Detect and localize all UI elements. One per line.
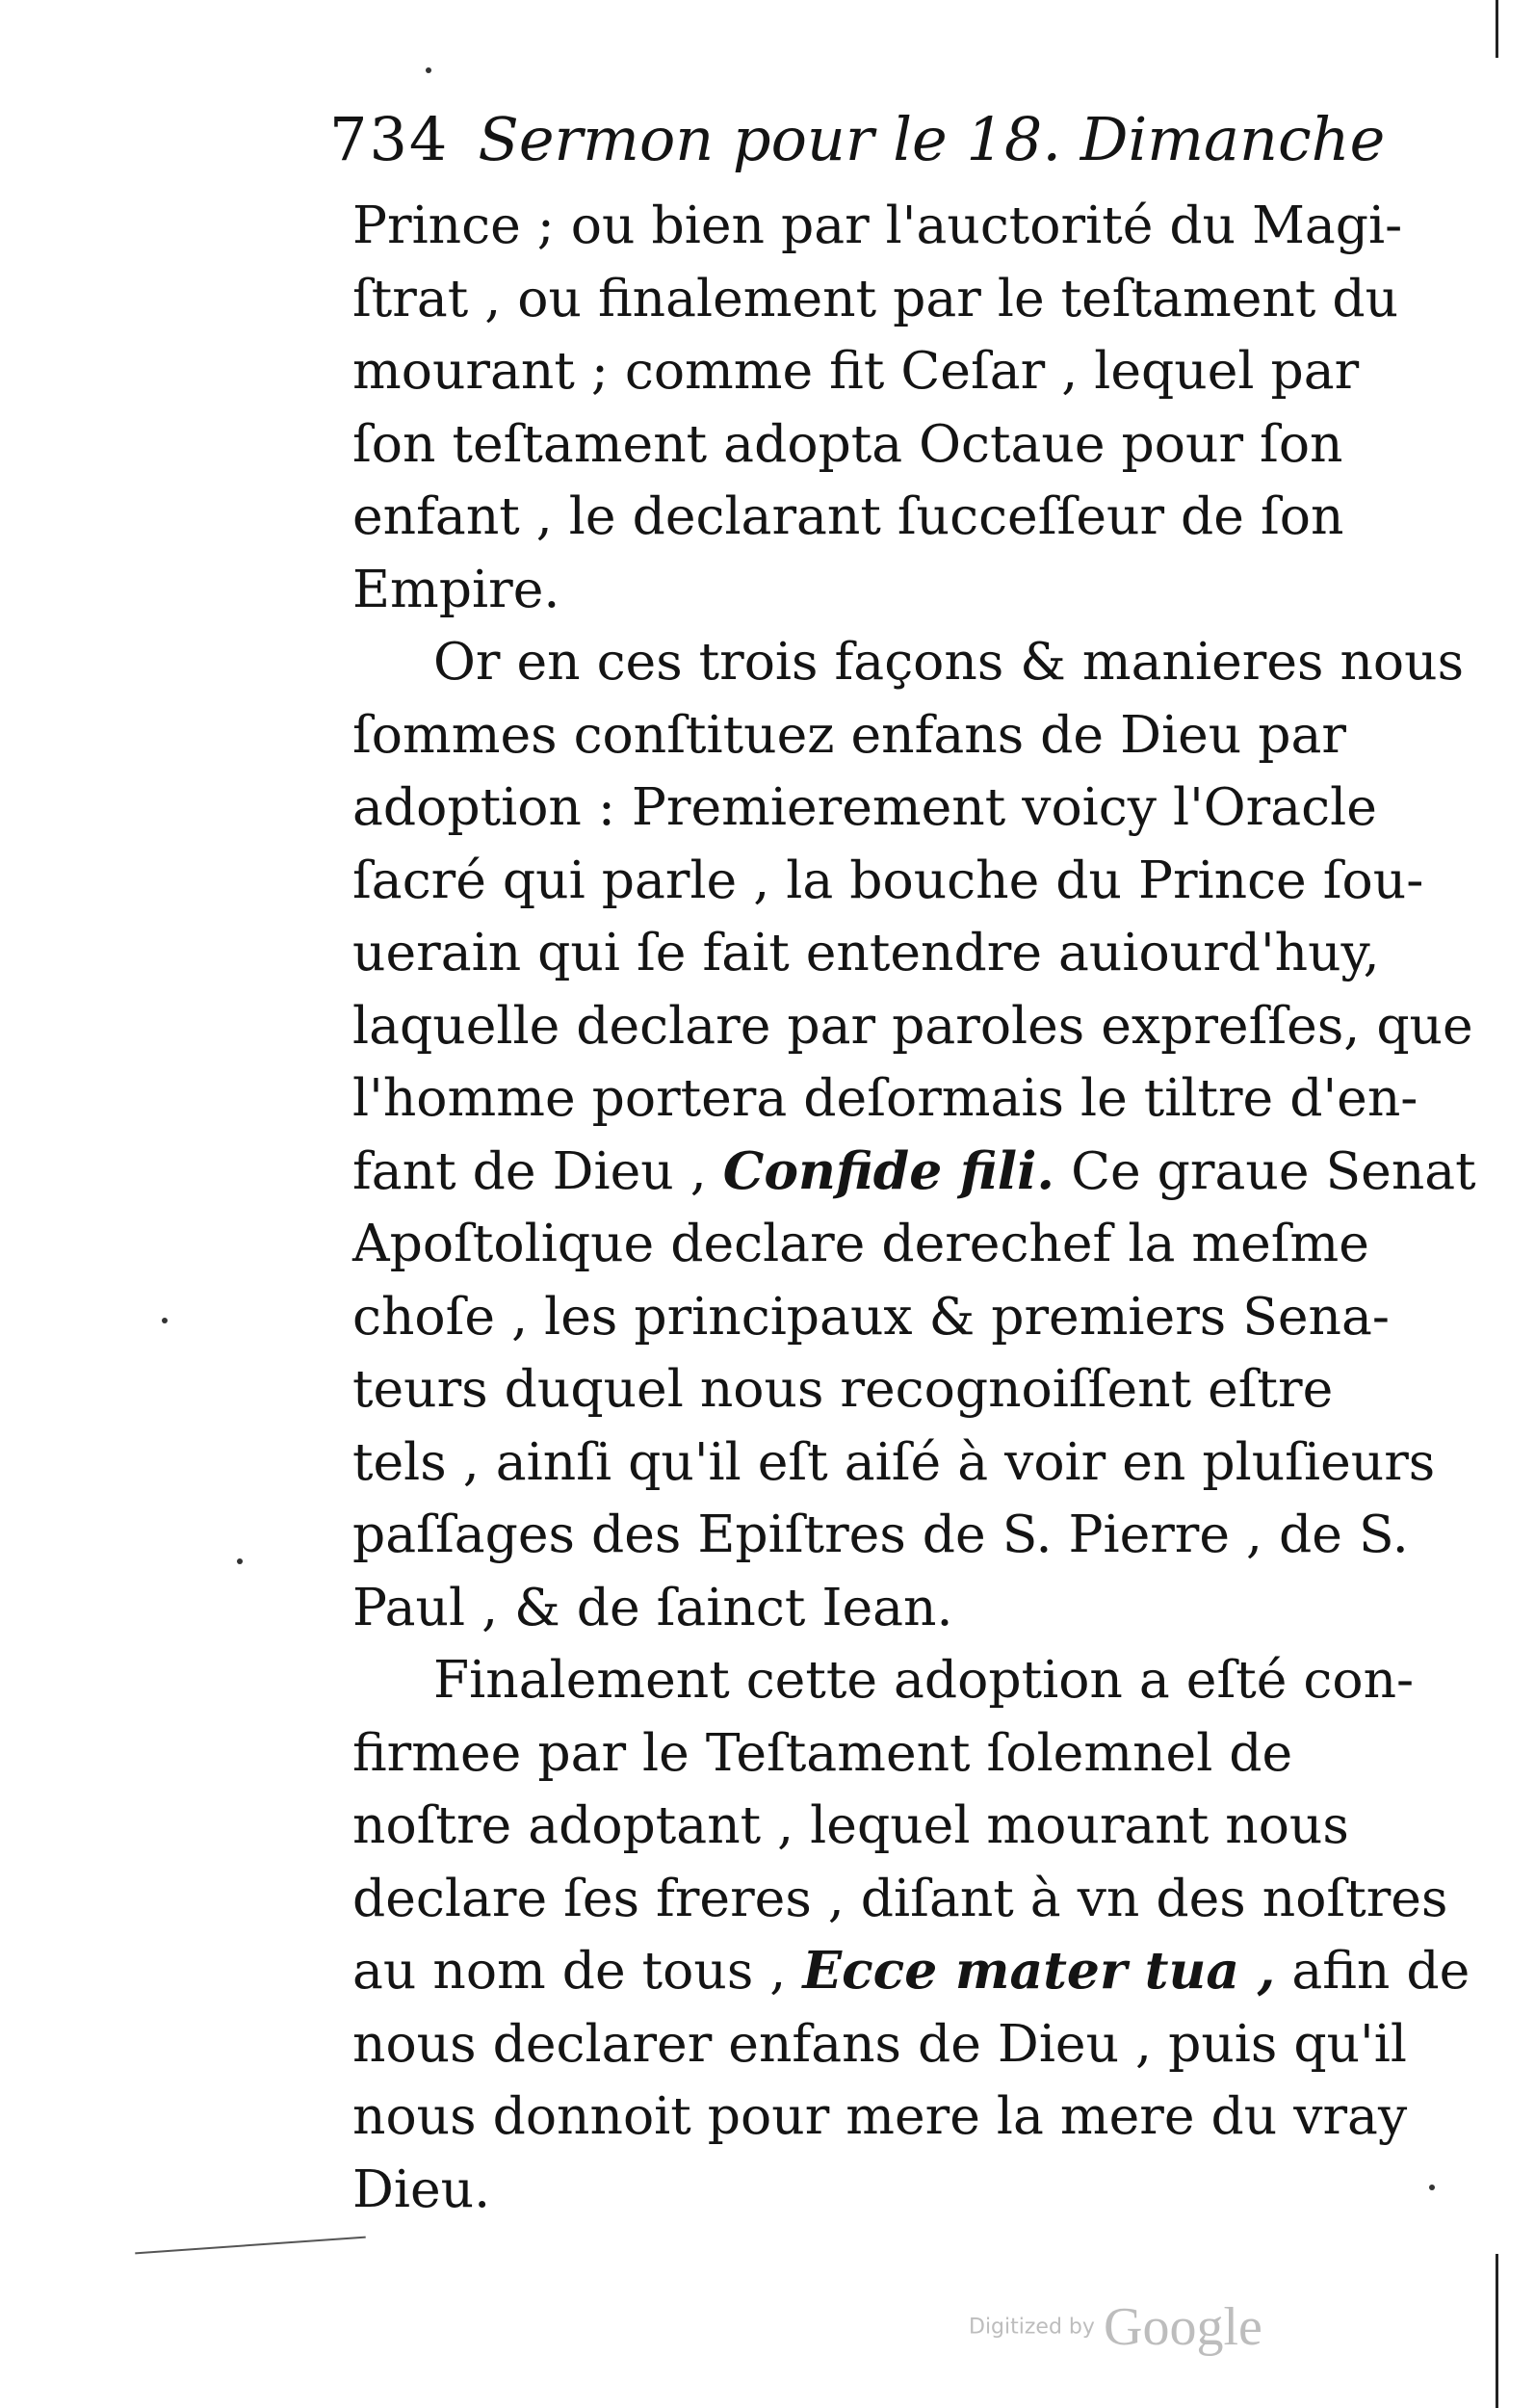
latin-quote-ecce-mater-tua: Ecce mater tua ,	[802, 1940, 1276, 2001]
text-line: Paul , & de ſainct Iean.	[352, 1576, 953, 1637]
text-line: firmee par le Teſtament ſolemnel de	[352, 1721, 1293, 1783]
text-line: ſacré qui parle , la bouche du Prince ſou-	[352, 849, 1424, 910]
text-line: uerain qui ſe fait entendre auiourd'huy,	[352, 922, 1380, 982]
text-line: tels , ainſi qu'il eſt aiſé à voir en pluſieurs	[352, 1430, 1436, 1492]
text-line: Dieu.	[352, 2158, 491, 2219]
ink-speck	[237, 1558, 243, 1564]
text-line-with-latin-quote	[352, 1135, 1476, 1208]
page-edge-line-top	[1496, 0, 1498, 58]
text-line: paſſages des Epiſtres de S. Pierre , de S.	[352, 1504, 1409, 1564]
ink-speck	[1429, 2185, 1435, 2190]
text-segment: afin de	[1291, 1940, 1470, 2001]
body-text	[352, 189, 1476, 2225]
text-line: Apoſtolique declare derechef la meſme	[352, 1213, 1369, 1273]
text-line: Empire.	[352, 558, 560, 619]
text-line: noſtre adoptant , lequel mourant nous	[352, 1794, 1349, 1855]
text-line: laquelle declare par paroles expreſſes, que	[352, 994, 1473, 1056]
text-line: ſon teſtament adopta Octaue pour ſon	[352, 412, 1343, 474]
latin-quote-confide-fili: Confide fili.	[722, 1139, 1055, 1201]
text-line: enfant , le declarant ſucceſſeur de ſon	[352, 485, 1344, 546]
digitized-by-google-watermark	[969, 2296, 1262, 2358]
text-line: Prince ; ou bien par l'auctorité du Magi-	[352, 195, 1403, 255]
text-line: choſe , les principaux & premiers Sena-	[352, 1285, 1390, 1347]
text-line: mourant ; comme fit Ceſar , lequel par	[352, 340, 1360, 401]
paragraph-start-line: Or en ces trois façons & manieres nous	[433, 631, 1465, 692]
watermark-digitized-text: Digitized by	[969, 2315, 1095, 2340]
text-segment: au nom de tous ,	[352, 1940, 787, 2001]
ink-speck	[162, 1318, 168, 1323]
text-line-with-latin-quote	[352, 1934, 1470, 2007]
text-line: ſtrat , ou finalement par le teſtament du	[352, 267, 1399, 328]
text-segment: Ce graue Senat	[1071, 1139, 1476, 1201]
page-edge-line-bottom	[1496, 2254, 1498, 2408]
margin-stroke	[135, 2237, 366, 2255]
text-line: teurs duquel nous recognoiſſent eſtre	[352, 1358, 1334, 1419]
text-line: ſommes conſtituez enfans de Dieu par	[352, 703, 1346, 765]
text-line: declare ſes freres , diſant à vn des noſtres	[352, 1867, 1448, 1928]
page-number: 734	[329, 104, 450, 174]
ink-speck	[426, 67, 431, 73]
paragraph-start-line: Finalement cette adoption a eſté con-	[433, 1649, 1415, 1710]
text-line: adoption : Premierement voicy l'Oracle	[352, 776, 1377, 837]
text-segment: fant de Dieu ,	[352, 1139, 707, 1201]
page-header	[329, 104, 1386, 191]
text-line: nous donnoit pour mere la mere du vray	[352, 2085, 1408, 2146]
running-head: Sermon pour le 18. Dimanche	[478, 104, 1386, 174]
text-line: nous declarer enfans de Dieu , puis qu'il	[352, 2012, 1407, 2074]
text-line: l'homme portera deſormais le tiltre d'en-	[352, 1067, 1418, 1128]
google-logo: Google	[1104, 2297, 1262, 2357]
